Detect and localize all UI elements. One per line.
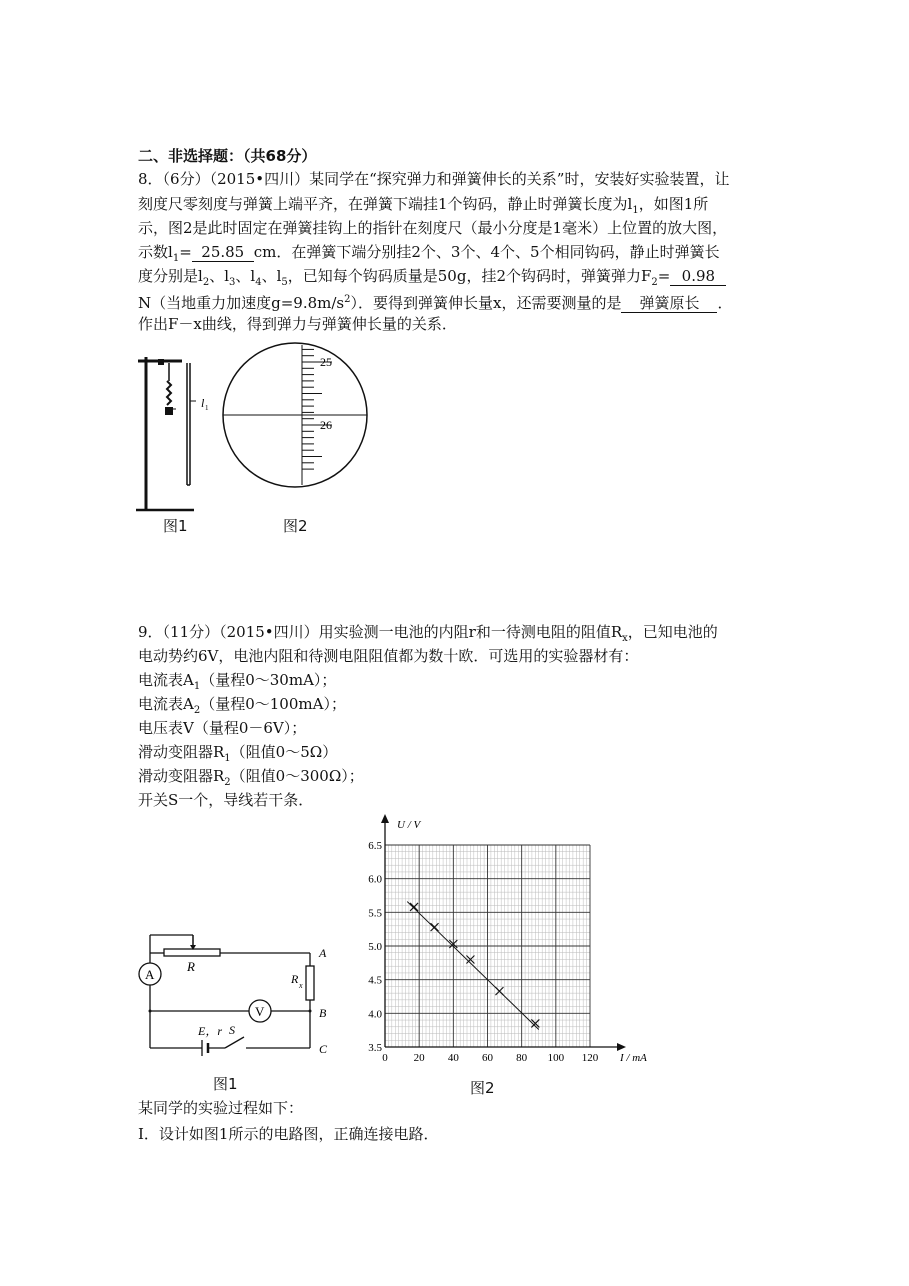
q9-item-r1: 滑动变阻器$R_1$（阻值0～5Ω） [138, 743, 338, 764]
spring-length-label: l [201, 396, 205, 410]
q8-line-4: 示数$l_1= 25.85$ cm．在弹簧下端分别挂2个、3个、4个、5个相同钩码，静止时弹簧长 [138, 243, 720, 264]
x-tick-label: 100 [547, 1052, 565, 1064]
x-tick-label: 120 [581, 1052, 599, 1064]
q8-line-3: 示，图2是此时固定在弹簧挂钩上的指针在刻度尺（最小分度是1毫米）上位置的放大图， [138, 219, 728, 237]
x-tick-label: 80 [516, 1052, 528, 1064]
x-axis-arrow [617, 1043, 626, 1051]
y-tick-label: 4.5 [368, 974, 382, 987]
q9-figure-1-caption: 图1 [213, 1075, 238, 1093]
switch-label: S [229, 1023, 235, 1037]
ruler-label-26: 26 [320, 418, 332, 432]
circuit-diagram [130, 925, 340, 1070]
node-a-label: A [319, 946, 327, 960]
q9-item-a2: 电流表$A_2$（量程0～100mA）； [138, 695, 346, 716]
q8-figure-2-caption: 图2 [283, 517, 308, 535]
answer-blank-2: 0.98 [670, 267, 726, 286]
y-tick-label: 6.5 [368, 840, 382, 852]
y-tick-label: 6.0 [368, 873, 382, 886]
rheostat-label: R [187, 959, 195, 974]
section-title: 二、非选择题：（共68分） [138, 147, 317, 165]
x-tick-label: 20 [413, 1052, 425, 1064]
y-tick-label: 3.5 [368, 1042, 382, 1054]
data-point [495, 987, 503, 995]
svg-text:x: x [299, 981, 303, 990]
x-axis-label: I / mA [620, 1052, 647, 1064]
q8-line-1: 8．（6分）（2015•四川）某同学在“探究弹力和弹簧伸长的关系”时，安装好实验装置，让 [138, 170, 730, 188]
q8-figure-1-caption: 图1 [163, 517, 188, 535]
rx-label: R [291, 972, 299, 986]
node-b-label: B [319, 1006, 327, 1020]
y-tick-label: 5.5 [368, 907, 382, 920]
ruler-magnified-figure [220, 340, 370, 490]
q8-line-2: 刻度尺零刻度与弹簧上端平齐，在弹簧下端挂1个钩码，静止时弹簧长度为$l_1$，如图1所 [138, 195, 709, 216]
x-tick-label: 0 [382, 1052, 388, 1064]
voltmeter-symbol: V [255, 1004, 265, 1019]
ammeter-symbol: A [145, 967, 155, 982]
q9-figure-2-caption: 图2 [470, 1079, 495, 1097]
data-point [410, 903, 418, 911]
q9-item-voltmeter: 电压表V（量程0－6V）； [138, 719, 307, 737]
q9-item-a1: 电流表$A_1$（量程0～30mA）； [138, 671, 337, 692]
fit-line [407, 902, 539, 1030]
y-axis-arrow [381, 814, 389, 823]
answer-blank-3: 弹簧原长 [621, 294, 717, 313]
q8-line-5: 度分别是$l_2$、$l_3$、$l_4$、$l_5$，已知每个钩码质量是50g，挂2个钩码时，弹簧弹力$F_2= 0.98$ [138, 265, 726, 294]
q9-step-1: I．设计如图1所示的电路图，正确连接电路． [138, 1125, 439, 1143]
y-tick-label: 4.0 [368, 1008, 382, 1021]
y-axis-label: U / V [397, 819, 421, 831]
x-tick-label: 40 [447, 1052, 459, 1064]
node-c-label: C [319, 1042, 328, 1056]
ruler-label-25: 25 [320, 355, 332, 369]
q9-item-switch: 开关S一个，导线若干条． [138, 791, 314, 809]
q9-process-intro: 某同学的实验过程如下： [138, 1099, 304, 1117]
ui-chart [355, 810, 665, 1070]
q8-line-6: N（当地重力加速度$g=9.8m/s^2$）．要得到弹簧伸长量x，还需要测量的是 弹簧原长 ． [138, 294, 733, 312]
q9-item-r2: 滑动变阻器$R_2$（阻值0～300Ω）； [138, 767, 364, 788]
x-tick-label: 60 [482, 1052, 493, 1064]
svg-text:1: 1 [205, 404, 209, 412]
q9-line-1: 9．（11分）（2015•四川）用实验测一电池的内阻r和一待测电阻的阻值$R_x$，已知电池的 [138, 623, 718, 644]
q9-line-2: 电动势约6V，电池内阻和待测电阻阻值都为数十欧．可选用的实验器材有： [138, 647, 639, 665]
y-tick-label: 5.0 [368, 941, 382, 953]
spring-stand-figure [130, 345, 210, 515]
q8-line-7: 作出F－x曲线，得到弹力与弹簧伸长量的关系． [138, 315, 457, 333]
answer-blank-1: 25.85 [192, 243, 254, 262]
battery-label: E，r [198, 1024, 223, 1038]
data-point [431, 923, 439, 931]
